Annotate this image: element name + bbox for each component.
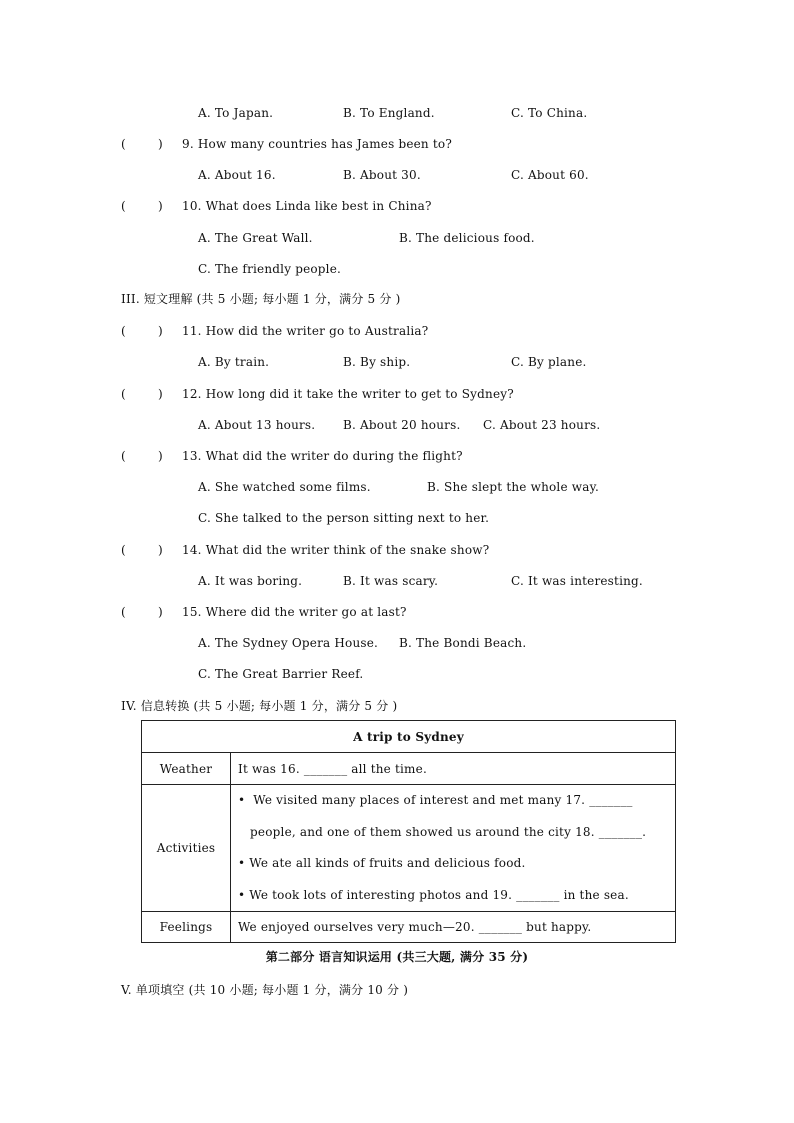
activity-line-1a: • We visited many places of interest and met many 17. _______ (238, 793, 633, 807)
q15-option-c: C. The Great Barrier Reef. (198, 667, 364, 681)
q14-question: 14. What did the writer think of the snake show? (182, 543, 490, 557)
q8-option-a: A. To Japan. (198, 106, 274, 120)
q10-answer-bracket: ( ) (121, 199, 163, 213)
q15-question: 15. Where did the writer go at last? (182, 605, 407, 619)
q10-option-a: A. The Great Wall. (198, 231, 313, 245)
q12-option-b: B. About 20 hours. (343, 418, 461, 432)
weather-label: Weather (142, 753, 231, 785)
feelings-label: Feelings (142, 912, 231, 943)
q13-option-c: C. She talked to the person sitting next to her. (198, 511, 490, 525)
q15-option-a: A. The Sydney Opera House. (198, 636, 379, 650)
q11-question: 11. How did the writer go to Australia? (182, 324, 429, 338)
q9-option-c: C. About 60. (511, 168, 589, 182)
q9-option-a: A. About 16. (198, 168, 276, 182)
weather-text: It was 16. _______ all the time. (231, 753, 676, 785)
q12-question: 12. How long did it take the writer to get to Sydney? (182, 387, 514, 401)
section-4-heading: IV. 信息转换 (共 5 小题; 每小题 1 分，满分 5 分 ) (121, 699, 398, 713)
feelings-text: We enjoyed ourselves very much—20. _______ but happy. (231, 912, 676, 943)
info-table (141, 720, 676, 943)
q13-option-a: A. She watched some films. (198, 480, 371, 494)
q14-option-c: C. It was interesting. (511, 574, 643, 588)
q11-option-a: A. By train. (198, 355, 270, 369)
q9-question: 9. How many countries has James been to? (182, 137, 452, 151)
section-5-heading: V. 单项填空 (共 10 小题; 每小题 1 分，满分 10 分 ) (121, 983, 409, 997)
q11-option-b: B. By ship. (343, 355, 411, 369)
activity-line-1b: people, and one of them showed us around the city 18. _______. (238, 824, 647, 839)
q13-option-b: B. She slept the whole way. (427, 480, 599, 494)
q14-answer-bracket: ( ) (121, 543, 163, 557)
q12-answer-bracket: ( ) (121, 387, 163, 401)
q9-answer-bracket: ( ) (121, 137, 163, 151)
q12-option-c: C. About 23 hours. (483, 418, 601, 432)
q12-option-a: A. About 13 hours. (198, 418, 316, 432)
q11-answer-bracket: ( ) (121, 324, 163, 338)
q10-option-b: B. The delicious food. (399, 231, 535, 245)
section-3-heading: III. 短文理解 (共 5 小题; 每小题 1 分，满分 5 分 ) (121, 292, 401, 306)
q11-option-c: C. By plane. (511, 355, 587, 369)
table-title: A trip to Sydney (142, 721, 676, 753)
q14-option-a: A. It was boring. (198, 574, 303, 588)
q10-option-c: C. The friendly people. (198, 262, 342, 276)
q9-option-b: B. About 30. (343, 168, 421, 182)
activity-line-2: • We ate all kinds of fruits and delicious food. (238, 856, 526, 870)
q14-option-b: B. It was scary. (343, 574, 439, 588)
activities-cell (231, 785, 676, 912)
activity-line-3: • We took lots of interesting photos and 19. _______ in the sea. (238, 887, 629, 902)
q13-question: 13. What did the writer do during the flight? (182, 449, 463, 463)
activities-label: Activities (142, 785, 231, 912)
q8-option-c: C. To China. (511, 106, 588, 120)
q15-answer-bracket: ( ) (121, 605, 163, 619)
q8-option-b: B. To England. (343, 106, 435, 120)
q15-option-b: B. The Bondi Beach. (399, 636, 527, 650)
part-2-heading: 第二部分 语言知识运用 (共三大题, 满分 35 分) (265, 950, 529, 964)
q10-question: 10. What does Linda like best in China? (182, 199, 432, 213)
q13-answer-bracket: ( ) (121, 449, 163, 463)
